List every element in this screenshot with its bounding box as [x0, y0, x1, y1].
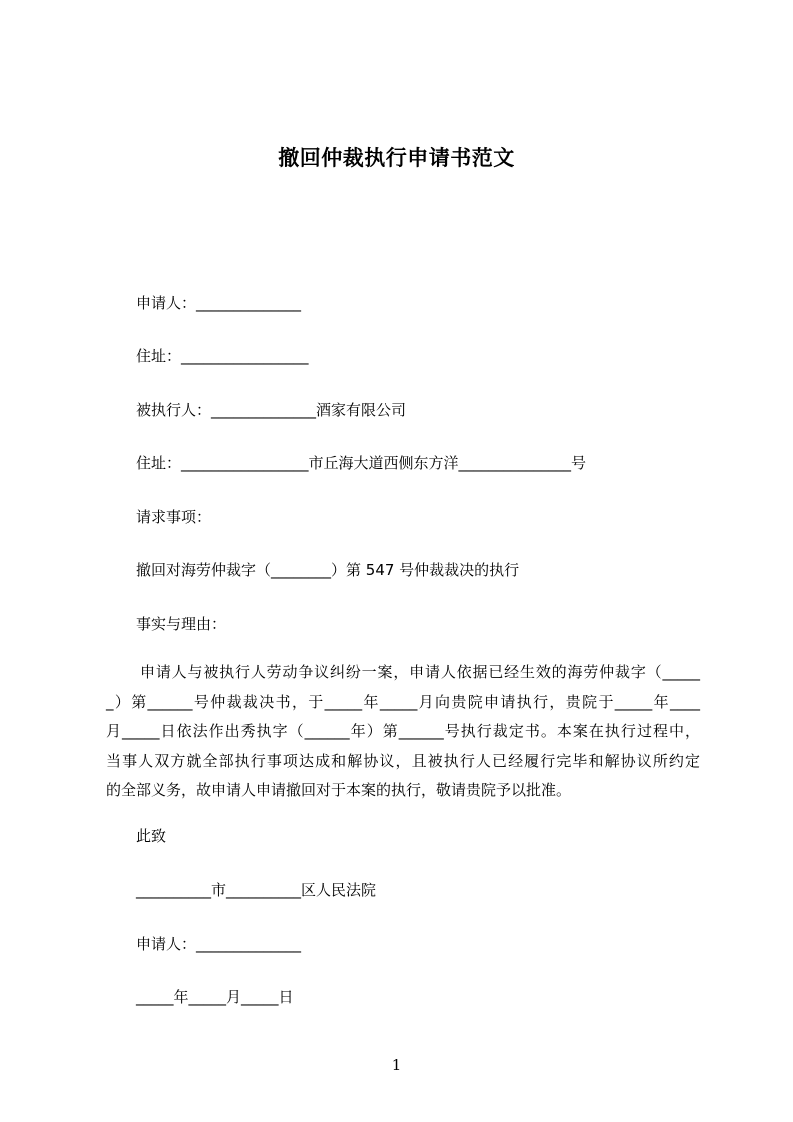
respondent-line: 被执行人：______________酒家有限公司 [136, 401, 407, 419]
applicant-line: 申请人：______________ [136, 294, 302, 312]
salutation-line: 此致 [136, 827, 167, 845]
court-line: __________市__________区人民法院 [136, 881, 377, 899]
applicant-address-line: 住址：_________________ [136, 347, 309, 365]
claims-heading: 请求事项： [136, 508, 212, 526]
facts-line: 月_____日依法作出秀执字（______年）第______号执行裁定书。本案在执行过程中， [106, 722, 700, 740]
signature-line: 申请人：______________ [136, 935, 302, 953]
facts-line: 申请人与被执行人劳动争议纠纷一案，申请人依据已经生效的海劳仲裁字（_____ [140, 663, 700, 681]
date-line: _____年_____月_____日 [136, 988, 294, 1006]
facts-line: 当事人双方就全部执行事项达成和解协议，且被执行人已经履行完毕和解协议所约定 [106, 751, 700, 770]
page-number: 1 [391, 1056, 402, 1074]
facts-paragraph [106, 658, 700, 806]
facts-line: _）第______号仲裁裁决书，于_____年_____月向贵院申请执行，贵院于_____年____ [106, 692, 700, 711]
facts-heading: 事实与理由： [136, 615, 227, 633]
claim-line: 撤回对海劳仲裁字（________）第 547 号仲裁裁决的执行 [136, 561, 520, 579]
document-title: 撤回仲裁执行申请书范文 [278, 146, 515, 170]
respondent-address-line: 住址：_________________市丘海大道西侧东方洋_______________号 [136, 454, 587, 472]
facts-line: 的全部义务，故申请人申请撤回对于本案的执行，敬请贵院予以批准。 [106, 781, 572, 799]
